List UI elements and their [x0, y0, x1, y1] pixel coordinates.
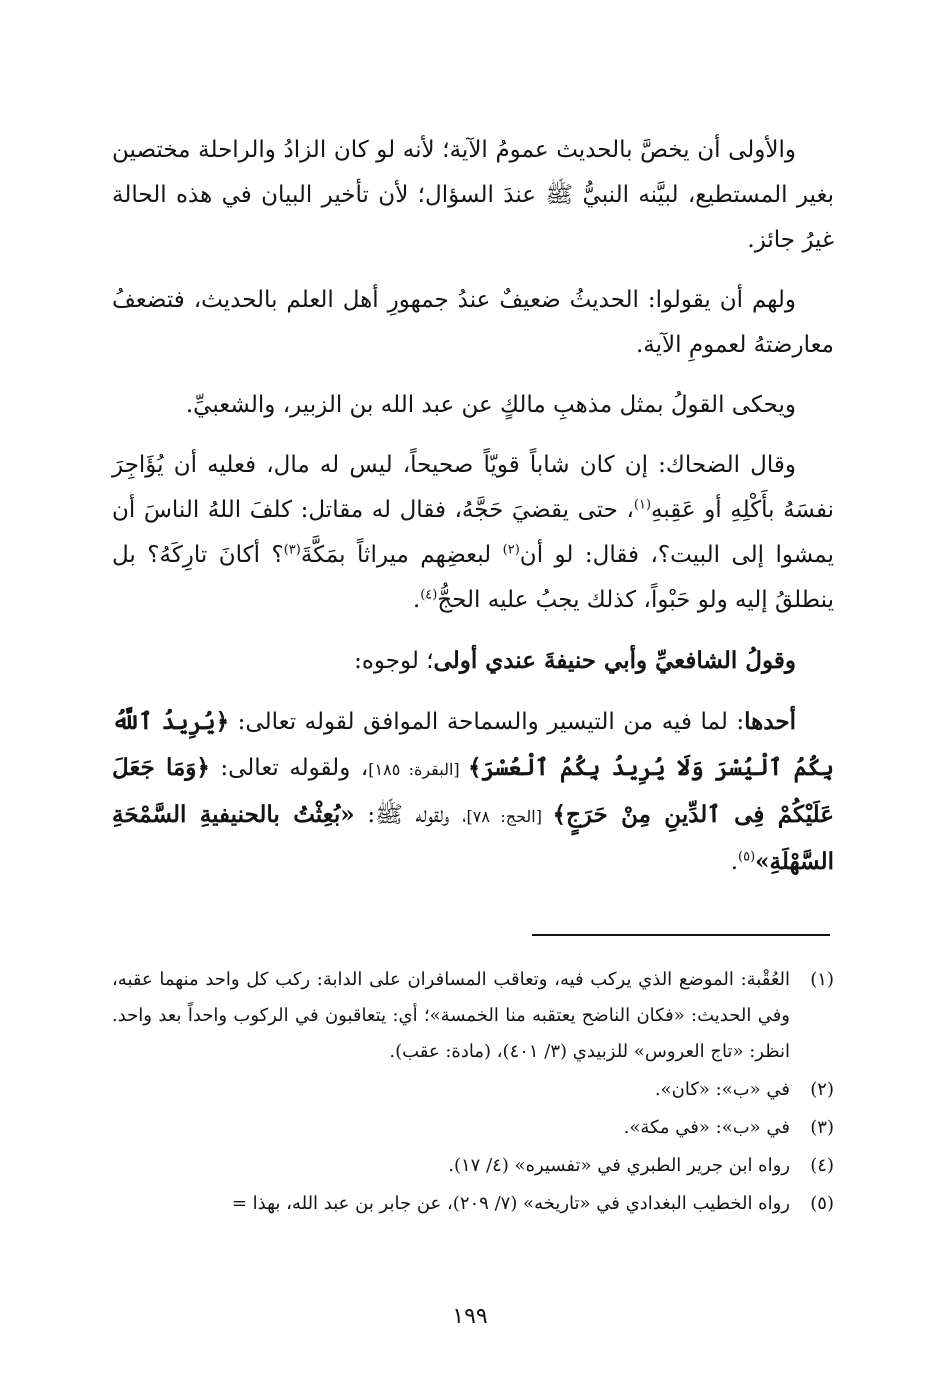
paragraph-5-rest: ؛ لوجوه: — [354, 648, 434, 674]
footnote-marker-2[interactable]: (٢) — [502, 542, 520, 558]
footnote-2 — [112, 1072, 834, 1108]
paragraph-6-text-c: ، ولقوله ﷺ: — [354, 802, 467, 828]
paragraph-6-text-a: : لما فيه من التيسير والسماحة الموافق لقوله تعالى: — [229, 709, 745, 735]
paragraph-4 — [112, 443, 834, 623]
footnote-separator — [532, 934, 830, 936]
paragraph-1 — [112, 128, 834, 263]
paragraph-4-text-b: ، حتى يقضيَ حَجَّهُ، فقال له مقاتل: كلفَ اللهُ الناسَ أن يمشوا إلى البيت؟، فقال: لو أن — [112, 497, 835, 568]
footnote-3 — [112, 1110, 834, 1146]
footnote-text: رواه ابن جرير الطبري في «تفسيره» (٤/ ١٧). — [448, 1155, 790, 1176]
footnote-1 — [112, 962, 834, 1070]
footnote-4 — [112, 1148, 834, 1184]
paragraph-6-lead: أحدها — [744, 708, 796, 735]
footnote-text: رواه الخطيب البغدادي في «تاريخه» (٧/ ٢٠٩)، عن جابر بن عبد الله، بهذا = — [231, 1193, 790, 1214]
paragraph-2-text: ولهم أن يقولوا: الحديثُ ضعيفٌ عندُ جمهورِ أهل العلم بالحديث، فتضعفُ معارضتهُ لعمومِ الآية. — [112, 287, 834, 358]
footnote-text: العُقْبة: الموضع الذي يركب فيه، وتعاقب المسافران على الدابة: ركب كل واحد منهما عقبه، وفي الحديث: «فكان الناضح يعتقبه منا الخمسة»؛ أي: يتعاقبون في الركوب واحداً بعد واحد. انظر: «تاج العروس» للزبيدي (٣/ ٤٠١)، (مادة: عقب). — [112, 969, 790, 1062]
footnote-number: (١) — [810, 969, 834, 990]
footnote-number: (٤) — [810, 1155, 834, 1176]
verse-reference-2: [الحج: ٧٨] — [466, 807, 553, 826]
footnote-marker-1[interactable]: (١) — [633, 497, 652, 513]
paragraph-2 — [112, 278, 834, 368]
paragraph-6-text-b: ، ولقوله تعالى: — [209, 755, 369, 781]
paragraph-3 — [112, 383, 834, 428]
paragraph-4-text-c: لبعضِهم ميراثاً بمَكَّةَ — [300, 542, 503, 568]
footnote-number: (٣) — [810, 1117, 834, 1138]
footnote-marker-3[interactable]: (٣) — [283, 542, 301, 558]
paragraph-4-text-a: وقال الضحاك: إن كان شاباً قويّاً صحيحاً، ليس له مال، فعليه أن يُؤَاجِرَ نفسَهُ بأَكْلِهِ أو عَقِبهِ — [112, 452, 834, 523]
hadith-quote: «بُعِثْتُ بالحنيفيةِ السَّمْحَةِ السَّهْلَةِ» — [112, 801, 834, 875]
paragraph-6-text-d: . — [730, 849, 739, 875]
quran-verse-2: ﴿وَمَا جَعَلَ عَلَيْكُمْ فِى ٱلدِّينِ مِنْ حَرَجٍ﴾ — [112, 754, 834, 828]
footnote-marker-5[interactable]: (٥) — [738, 849, 756, 865]
paragraph-5-bold: وقولُ الشافعيِّ وأبي حنيفةَ عندي أولى — [433, 647, 796, 674]
verse-reference-1: [البقرة: ١٨٥] — [368, 760, 468, 779]
paragraph-5 — [112, 638, 834, 684]
footnote-number: (٥) — [810, 1193, 834, 1214]
main-text — [112, 128, 834, 900]
footnote-marker-4[interactable]: (٤) — [420, 587, 438, 603]
footnote-text: في «ب»: «كان». — [654, 1079, 790, 1100]
paragraph-4-text-d: ؟ أكانَ تارِكَهُ؟ بل ينطلقُ إليه ولو حَبْواً، كذلك يجبُ عليه الحجُّ — [112, 542, 834, 613]
paragraph-1-text: والأولى أن يخصَّ بالحديث عمومُ الآية؛ لأنه لو كان الزادُ والراحلة مختصين بغير المستطيع، لبيَّنه النبيُّ ﷺ عندَ السؤال؛ لأن تأخير البيان في هذه الحالة غيرُ جائز. — [112, 137, 834, 253]
footnote-number: (٢) — [810, 1079, 834, 1100]
footnote-text: في «ب»: «في مكة». — [623, 1117, 790, 1138]
paragraph-3-text: ويحكى القولُ بمثل مذهبِ مالكٍ عن عبد الله بن الزبير، والشعبيِّ. — [185, 392, 796, 418]
paragraph-6 — [112, 699, 834, 885]
footnote-5 — [112, 1186, 834, 1222]
footnotes — [112, 962, 834, 1224]
page-number: ١٩٩ — [452, 1304, 488, 1329]
paragraph-4-text-e: . — [412, 587, 421, 613]
quran-verse-1: ﴿يُرِيدُ ٱللَّهُ بِكُمُ ٱلْيُسْرَ وَلَا يُرِيدُ بِكُمُ ٱلْعُسْرَ﴾ — [112, 708, 835, 781]
